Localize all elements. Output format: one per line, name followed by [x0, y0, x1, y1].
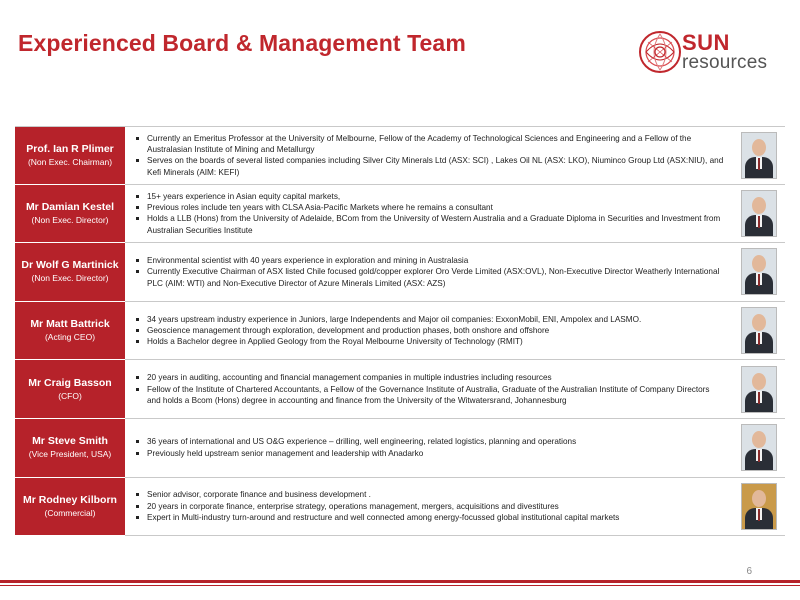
footer-rule-thin	[0, 585, 800, 586]
logo-wordmark-sun: SUN	[682, 30, 730, 55]
member-name-cell	[15, 185, 125, 244]
member-bio	[125, 243, 733, 301]
board-row	[15, 302, 785, 361]
member-role: (Non Exec. Director)	[31, 214, 109, 225]
member-photo	[741, 248, 777, 295]
sun-resources-logo	[636, 27, 794, 83]
bio-bullet: 20 years in auditing, accounting and financial management companies in multiple industries including resources	[135, 372, 725, 383]
bio-bullet: Serves on the boards of several listed companies including Silver City Minerals Ltd (ASX: SCI) , Lakes Oil NL (ASX: LKO), Niuminco Group Ltd (ASX:NIU), and Kefi Minerals (AIM: KEFI)	[135, 155, 725, 178]
bio-bullet: Environmental scientist with 40 years experience in exploration and mining in Australasia	[135, 255, 725, 266]
bio-bullet: Holds a Bachelor degree in Applied Geology from the Royal Melbourne University of Technology (RMIT)	[135, 336, 641, 347]
member-name-cell	[15, 302, 125, 361]
member-name-cell	[15, 127, 125, 185]
board-row	[15, 360, 785, 419]
bio-bullet: Holds a LLB (Hons) from the University of Adelaide, BCom from the University of Western Australia and a Graduate Diploma in Securities and Investment from Australian Securities Institute	[135, 213, 725, 236]
member-name-cell	[15, 360, 125, 419]
bio-bullet: Currently Executive Chairman of ASX listed Chile focused gold/copper explorer Oro Verde Limited (ASX:OVL), Non-Executive Director Weatherly International PLC (AIM: WTI) and Non-Executive Director of Azure Minerals Limited (ASX: AZS)	[135, 266, 725, 289]
member-name: Mr Damian Kestel	[25, 200, 115, 213]
member-name: Dr Wolf G Martinick	[21, 259, 119, 272]
member-bio	[125, 478, 733, 536]
bio-bullet: Previous roles include ten years with CLSA Asia-Pacific Markets where he remains a consultant	[135, 202, 725, 213]
board-row	[15, 185, 785, 244]
footer-rule	[0, 580, 800, 583]
member-bio	[125, 302, 733, 360]
sun-logo-icon	[638, 30, 682, 74]
member-photo	[741, 483, 777, 530]
board-row	[15, 243, 785, 302]
member-photo	[741, 132, 777, 179]
member-name: Mr Craig Basson	[28, 376, 112, 389]
member-bio	[125, 360, 733, 418]
page-number: 6	[746, 566, 752, 577]
member-role: (Commercial)	[44, 507, 96, 518]
board-table	[15, 126, 785, 536]
bio-bullet: 15+ years experience in Asian equity capital markets,	[135, 191, 725, 202]
bio-bullet: 34 years upstream industry experience in Juniors, large Independents and Major oil companies: ExxonMobil, ENI, Ampolex and LASMO.	[135, 314, 641, 325]
bio-bullet: 20 years in corporate finance, enterprise strategy, operations management, mergers, acquisitions and divestitures	[135, 501, 619, 512]
member-bio	[125, 127, 733, 184]
member-photo	[741, 424, 777, 471]
member-bio	[125, 419, 733, 477]
board-row	[15, 419, 785, 478]
member-name-cell	[15, 243, 125, 302]
member-name: Mr Steve Smith	[32, 435, 108, 448]
member-name: Mr Matt Battrick	[30, 318, 110, 331]
member-name-cell	[15, 419, 125, 478]
slide-title: Experienced Board & Management Team	[18, 30, 466, 56]
logo-wordmark-resources: resources	[682, 52, 768, 73]
bio-bullet: Geoscience management through exploration, development and production phases, both onshore and offshore	[135, 325, 641, 336]
member-role: (CFO)	[58, 390, 82, 401]
board-row	[15, 478, 785, 537]
member-role: (Non Exec. Chairman)	[27, 156, 113, 167]
member-photo	[741, 366, 777, 413]
member-name: Prof. Ian R Plimer	[26, 142, 114, 155]
member-name: Mr Rodney Kilborn	[23, 493, 117, 506]
bio-bullet: Currently an Emeritus Professor at the University of Melbourne, Fellow of the Academy of Technological Sciences and Engineering and a Fellow of the Australasian Institute of Mining and Metallurgy	[135, 133, 725, 156]
member-name-cell	[15, 478, 125, 537]
bio-bullet: Previously held upstream senior management and leadership with Anadarko	[135, 448, 576, 459]
bio-bullet: Fellow of the Institute of Chartered Accountants, a Fellow of the Governance Institute of Australia, Graduate of the Australian Institute of Company Directors and holds a Bcom (Hons) degree in accounting and finance from the University of the Witwatersrand, Johannesburg	[135, 384, 725, 407]
bio-bullet: Senior advisor, corporate finance and business development .	[135, 489, 619, 500]
member-role: (Vice President, USA)	[28, 449, 112, 460]
bio-bullet: 36 years of international and US O&G experience – drilling, well engineering, related logistics, planning and operations	[135, 436, 576, 447]
member-photo	[741, 190, 777, 237]
member-photo	[741, 307, 777, 354]
member-role: (Acting CEO)	[44, 332, 96, 343]
bio-bullet: Expert in Multi-industry turn-around and restructure and well connected among energy-focussed global institutional capital markets	[135, 512, 619, 523]
board-row	[15, 126, 785, 185]
member-bio	[125, 185, 733, 243]
member-role: (Non Exec. Director)	[31, 273, 109, 284]
